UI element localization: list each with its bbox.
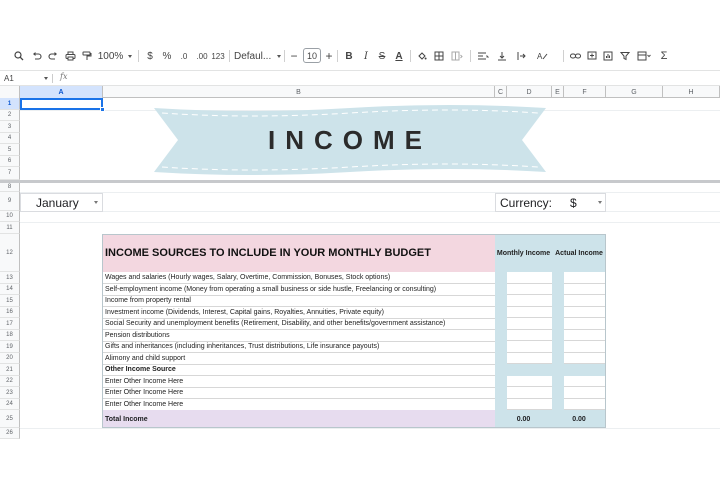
text-color-button[interactable]: A: [395, 50, 403, 62]
search-menus-icon[interactable]: [12, 44, 26, 68]
paint-format-icon[interactable]: [80, 44, 94, 68]
toolbar-divider: [563, 50, 564, 62]
grid-line: [20, 222, 720, 223]
actual-income-cell[interactable]: [564, 353, 606, 364]
subheader-fill: [564, 364, 606, 376]
column-header-c[interactable]: C: [495, 86, 507, 98]
monthly-income-cell[interactable]: [507, 376, 552, 387]
currency-label: Currency:: [500, 196, 553, 210]
increase-decimal-button[interactable]: .00: [196, 51, 208, 61]
redo-icon[interactable]: [46, 44, 60, 68]
total-actual-income[interactable]: 0.00: [552, 410, 606, 428]
frozen-rows-divider[interactable]: [0, 180, 720, 183]
chevron-down-icon: [277, 55, 281, 58]
actual-income-cell[interactable]: [564, 330, 606, 341]
align-left-icon[interactable]: [475, 44, 491, 68]
chevron-down-icon: [598, 201, 602, 204]
row-header[interactable]: 23: [0, 387, 20, 399]
toolbar-divider: [337, 50, 338, 62]
monthly-income-cell[interactable]: [507, 272, 552, 284]
formula-bar: [0, 70, 720, 86]
monthly-income-cell[interactable]: [507, 353, 552, 364]
monthly-income-cell[interactable]: [507, 387, 552, 399]
svg-text:A: A: [537, 52, 543, 61]
increase-font-size-button[interactable]: +: [325, 49, 333, 63]
grid-line: [20, 211, 720, 212]
insert-link-icon[interactable]: [568, 44, 582, 68]
row-header[interactable]: 26: [0, 428, 20, 439]
actual-income-cell[interactable]: [564, 295, 606, 307]
print-icon[interactable]: [63, 44, 77, 68]
formula-input[interactable]: [74, 72, 714, 84]
monthly-income-cell[interactable]: [507, 399, 552, 410]
strikethrough-button[interactable]: S: [378, 50, 386, 62]
row-header[interactable]: 18: [0, 330, 20, 341]
row-header[interactable]: 16: [0, 307, 20, 318]
column-e-fill: [552, 272, 564, 410]
actual-income-header: Actual Income: [552, 234, 606, 272]
percent-format-button[interactable]: %: [162, 50, 172, 62]
toolbar-divider: [410, 50, 411, 62]
income-source-row[interactable]: Gifts and inheritances (including inheritances, Trust distributions, Life insurance payouts): [102, 341, 495, 353]
toolbar-divider: [138, 50, 139, 62]
font-size-input[interactable]: 10: [303, 48, 321, 63]
monthly-income-cell[interactable]: [507, 341, 552, 353]
toolbar-divider: [470, 50, 471, 62]
monthly-income-cell[interactable]: [507, 307, 552, 318]
name-box-value: A1: [4, 74, 14, 83]
page-title: INCOME: [268, 124, 432, 155]
vertical-align-icon[interactable]: [495, 44, 511, 68]
chevron-down-icon: [44, 77, 48, 80]
row-header[interactable]: 6: [0, 156, 20, 167]
actual-income-cell[interactable]: [564, 318, 606, 330]
other-income-row[interactable]: Enter Other Income Here: [102, 399, 495, 411]
row-header[interactable]: 4: [0, 133, 20, 144]
merge-cells-icon[interactable]: [449, 44, 465, 68]
column-header-h[interactable]: H: [663, 86, 720, 98]
fill-handle[interactable]: [100, 107, 105, 112]
column-header-a[interactable]: A: [20, 86, 103, 98]
selected-cell-a1[interactable]: [20, 98, 103, 110]
row-header[interactable]: 15: [0, 295, 20, 307]
select-all-corner[interactable]: [0, 86, 20, 98]
income-source-row[interactable]: Self-employment income (Money from operating a small business or side hustle, Freelancing or consulting): [102, 284, 495, 296]
filter-views-icon[interactable]: [634, 44, 654, 68]
row-header[interactable]: 21: [0, 364, 20, 376]
grid-line: [20, 192, 720, 193]
currency-field: [495, 193, 606, 212]
row-header[interactable]: 3: [0, 121, 20, 133]
font-select[interactable]: [234, 44, 282, 68]
column-header-b[interactable]: B: [103, 86, 495, 98]
insert-chart-icon[interactable]: [601, 44, 615, 68]
zoom-select[interactable]: [98, 44, 132, 68]
row-header[interactable]: 17: [0, 318, 20, 330]
insert-comment-icon[interactable]: [585, 44, 599, 68]
monthly-income-cell[interactable]: [507, 295, 552, 307]
zoom-value: 100%: [97, 50, 124, 62]
monthly-income-header: Monthly Income: [495, 234, 552, 272]
income-source-row[interactable]: Investment income (Dividends, Interest, Capital gains, Royalties, Annuities, Private equity): [102, 307, 495, 319]
row-header[interactable]: 8: [0, 183, 20, 192]
currency-dropdown-value: $: [570, 196, 577, 210]
income-table-header: INCOME SOURCES TO INCLUDE IN YOUR MONTHLY BUDGET: [102, 234, 495, 272]
column-c-fill: [495, 272, 507, 410]
undo-icon[interactable]: [30, 44, 44, 68]
subheader-fill: [507, 364, 552, 376]
total-income-label: Total Income: [102, 410, 495, 428]
income-source-row[interactable]: Pension distributions: [102, 330, 495, 342]
income-source-row[interactable]: Social Security and unemployment benefits (Retirement, Disability, and other benefits/government assistance): [102, 318, 495, 330]
month-dropdown-value: January: [36, 196, 79, 210]
grid-line: [20, 428, 720, 429]
currency-format-button[interactable]: $: [147, 50, 153, 62]
borders-icon[interactable]: [432, 44, 446, 68]
row-header[interactable]: 22: [0, 376, 20, 387]
bold-button[interactable]: B: [345, 50, 353, 62]
other-income-row[interactable]: Enter Other Income Here: [102, 376, 495, 388]
actual-income-cell[interactable]: [564, 272, 606, 284]
row-header[interactable]: 14: [0, 284, 20, 295]
chevron-down-icon: [128, 55, 132, 58]
font-select-value: Defaul...: [234, 50, 272, 62]
monthly-income-cell[interactable]: [507, 284, 552, 295]
actual-income-cell[interactable]: [564, 307, 606, 318]
toolbar-divider: [229, 50, 230, 62]
income-source-row[interactable]: Wages and salaries (Hourly wages, Salary, Overtime, Commission, Bonuses, Stock options): [102, 272, 495, 284]
other-income-row[interactable]: Enter Other Income Here: [102, 387, 495, 399]
row-header[interactable]: 12: [0, 234, 20, 272]
decrease-font-size-button[interactable]: −: [290, 49, 298, 63]
toolbar-divider: [284, 50, 285, 62]
decrease-decimal-button[interactable]: .0: [180, 51, 188, 61]
column-headers: [0, 86, 720, 98]
actual-income-cell[interactable]: [564, 399, 606, 410]
income-source-row[interactable]: Alimony and child support: [102, 353, 495, 365]
actual-income-cell[interactable]: [564, 341, 606, 353]
actual-income-cell[interactable]: [564, 376, 606, 387]
row-header[interactable]: 5: [0, 144, 20, 156]
fill-color-icon[interactable]: [415, 44, 429, 68]
row-header[interactable]: 13: [0, 272, 20, 284]
row-header[interactable]: 2: [0, 110, 20, 121]
text-rotation-icon[interactable]: [534, 44, 550, 68]
column-header-d[interactable]: D: [507, 86, 552, 98]
total-monthly-income[interactable]: 0.00: [495, 410, 552, 428]
chevron-down-icon: [94, 201, 98, 204]
formula-divider: [52, 74, 53, 83]
functions-button[interactable]: Σ: [660, 50, 668, 62]
filter-icon[interactable]: [618, 44, 632, 68]
actual-income-cell[interactable]: [564, 284, 606, 295]
row-header[interactable]: 20: [0, 353, 20, 364]
row-header[interactable]: 19: [0, 341, 20, 353]
text-wrapping-icon[interactable]: [515, 44, 531, 68]
toolbar: [0, 44, 720, 68]
italic-button[interactable]: I: [364, 50, 368, 62]
monthly-income-cell[interactable]: [507, 330, 552, 341]
row-header[interactable]: 10: [0, 211, 20, 222]
income-source-row[interactable]: Income from property rental: [102, 295, 495, 307]
row-header[interactable]: 9: [0, 192, 20, 211]
row-header[interactable]: 24: [0, 399, 20, 410]
other-income-subheader[interactable]: Other Income Source: [102, 364, 495, 376]
row-header[interactable]: 7: [0, 167, 20, 180]
monthly-income-cell[interactable]: [507, 318, 552, 330]
fx-icon: fx: [60, 72, 68, 81]
row-header[interactable]: 1: [0, 98, 20, 110]
month-dropdown[interactable]: [20, 193, 103, 212]
actual-income-cell[interactable]: [564, 387, 606, 399]
row-header[interactable]: 11: [0, 222, 20, 234]
column-header-e[interactable]: E: [552, 86, 564, 98]
row-header[interactable]: 25: [0, 410, 20, 428]
more-formats-button[interactable]: 123: [211, 51, 225, 61]
column-header-g[interactable]: G: [606, 86, 663, 98]
column-header-f[interactable]: F: [564, 86, 606, 98]
name-box[interactable]: [4, 73, 48, 84]
currency-dropdown[interactable]: [564, 194, 606, 211]
